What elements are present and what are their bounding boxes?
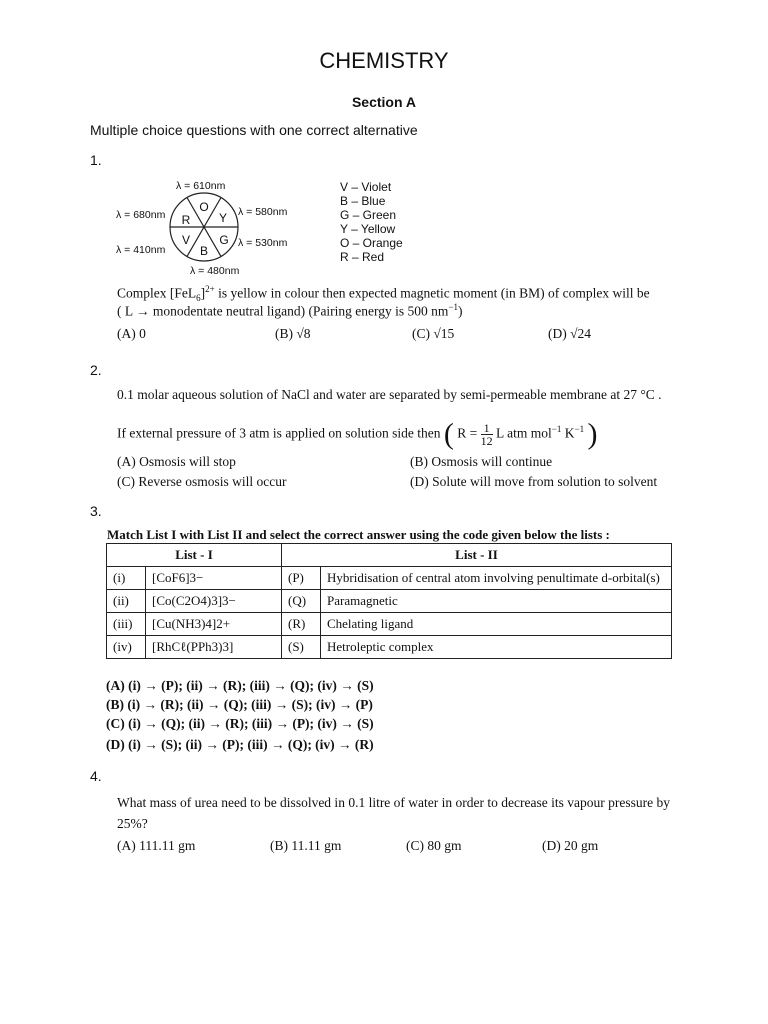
list2-item: Chelating ligand xyxy=(320,613,671,636)
q2-option-a[interactable]: (A) Osmosis will stop xyxy=(117,454,236,469)
wheel-label-right-bottom: λ = 530nm xyxy=(238,237,288,249)
question-1-text: Complex $[FeL_6]^{2+}$ is yellow in colour then expected magnetic moment (in BM) of complex will be xyxy=(117,284,650,304)
formula-sup2: −1 xyxy=(574,424,585,434)
q1-text-b: is yellow in colour then expected magnetic moment (in BM) of complex will be xyxy=(214,285,650,301)
question-2-number: 2. xyxy=(90,362,102,378)
list-2-header: List - II xyxy=(281,544,671,567)
list1-item: [CoF6]3− xyxy=(146,567,282,590)
question-2-line2 xyxy=(117,409,597,449)
list2-item: Paramagnetic xyxy=(320,590,671,613)
q2-option-c[interactable]: (C) Reverse osmosis will occur xyxy=(117,474,287,489)
section-heading: Section A xyxy=(351,94,417,110)
wheel-segment-o: O xyxy=(199,200,209,214)
wheel-segment-y: Y xyxy=(218,211,228,225)
list-1-header: List - I xyxy=(107,544,282,567)
q2-line2-text: If external pressure of 3 atm is applied on solution side then xyxy=(117,425,441,441)
q3-option-b[interactable]: (B) (i) → (R); (ii) → (Q); (iii) → (S); (iv) → (P) xyxy=(106,697,373,712)
q3-option-c[interactable]: (C) (i) → (Q); (ii) → (R); (iii) → (P); (iv) → (S) xyxy=(106,716,374,731)
q4-option-d[interactable]: (D) 20 gm xyxy=(542,838,599,853)
list1-item: [Co(C2O4)3]3− xyxy=(146,590,282,613)
q1-text-line2-sup: −1 xyxy=(448,302,459,312)
wheel-segment-b: B xyxy=(199,244,209,258)
list1-item: [RhCℓ(PPh3)3] xyxy=(146,636,282,659)
page-title: CHEMISTRY xyxy=(319,48,449,73)
question-3-number: 3. xyxy=(90,503,102,519)
formula-denominator: 12 xyxy=(480,433,493,448)
q1-text-a: Complex [FeL xyxy=(117,285,197,301)
wheel-label-bottom: λ = 480nm xyxy=(190,265,240,276)
list2-letter: (Q) xyxy=(281,590,320,613)
q2-option-d[interactable]: (D) Solute will move from solution to solvent xyxy=(410,474,658,489)
q2-option-b[interactable]: (B) Osmosis will continue xyxy=(410,454,553,469)
color-wheel-diagram xyxy=(110,176,310,276)
formula-sup1: −1 xyxy=(551,424,562,434)
table-row xyxy=(107,567,672,590)
q1-option-b[interactable]: (B) √8 xyxy=(275,326,311,341)
q1-text-sub: 6 xyxy=(196,293,201,304)
question-1-text-line2 xyxy=(117,302,463,320)
list2-letter: (R) xyxy=(281,613,320,636)
formula-numerator: 1 xyxy=(481,422,493,435)
list2-item: Hetroleptic complex xyxy=(320,636,671,659)
table-row xyxy=(107,590,672,613)
question-4-line2: 25%? xyxy=(117,816,148,831)
list1-number: (iii) xyxy=(107,613,146,636)
q1-text-sup: 2+ xyxy=(205,284,215,294)
legend-item: O – Orange xyxy=(340,236,403,250)
formula-r: R = xyxy=(457,425,478,441)
formula-k: K xyxy=(561,425,575,441)
match-table xyxy=(106,543,672,659)
q4-option-b[interactable]: (B) 11.11 gm xyxy=(270,838,342,853)
list1-number: (iv) xyxy=(107,636,146,659)
formula-fraction xyxy=(481,422,493,447)
question-4-line1: What mass of urea need to be dissolved in 0.1 litre of water in order to decrease its vapour pressure by xyxy=(117,795,670,810)
legend-item: V – Violet xyxy=(340,180,392,194)
intro-text: Multiple choice questions with one correct alternative xyxy=(90,122,418,138)
wheel-label-right-top: λ = 580nm xyxy=(238,206,288,218)
q1-text-line2-end: ) xyxy=(458,303,463,319)
table-row xyxy=(107,613,672,636)
question-2-line1: 0.1 molar aqueous solution of NaCl and water are separated by semi-permeable membrane at 27 °C . xyxy=(117,387,662,402)
wheel-segment-v: V xyxy=(181,233,191,247)
list2-item: Hybridisation of central atom involving penultimate d-orbital(s) xyxy=(320,567,671,590)
wheel-segment-r: R xyxy=(181,213,191,227)
table-row xyxy=(107,636,672,659)
q1-option-c[interactable]: (C) √15 xyxy=(412,326,455,341)
formula-units: L atm mol xyxy=(496,425,552,441)
q4-option-a[interactable]: (A) 111.11 gm xyxy=(117,838,196,853)
wheel-label-left-top: λ = 680nm xyxy=(116,209,166,221)
legend-item: G – Green xyxy=(340,208,397,222)
legend-item: B – Blue xyxy=(340,194,386,208)
wheel-segment-g: G xyxy=(219,233,229,247)
question-3-instruction: Match List I with List II and select the correct answer using the code given below the lists : xyxy=(107,527,610,542)
question-4-number: 4. xyxy=(90,768,102,784)
color-legend xyxy=(340,180,403,264)
list1-number: (i) xyxy=(107,567,146,590)
q3-option-d[interactable]: (D) (i) → (S); (ii) → (P); (iii) → (Q); (iv) → (R) xyxy=(106,737,374,752)
q4-option-c[interactable]: (C) 80 gm xyxy=(406,838,462,853)
list1-number: (ii) xyxy=(107,590,146,613)
legend-item: R – Red xyxy=(340,250,385,264)
formula-paren-right: ) xyxy=(587,417,598,451)
q1-option-d[interactable]: (D) √24 xyxy=(548,326,592,341)
wheel-label-left-bottom: λ = 410nm xyxy=(116,244,166,256)
formula-paren-left: ( xyxy=(443,417,454,451)
question-1-number: 1. xyxy=(90,152,102,168)
wheel-label-top: λ = 610nm xyxy=(176,180,226,192)
legend-item: Y – Yellow xyxy=(340,222,396,236)
q1-text-line2: ( L → monodentate neutral ligand) (Pairing energy is 500 nm xyxy=(117,303,449,319)
list1-item: [Cu(NH3)4]2+ xyxy=(146,613,282,636)
list2-letter: (S) xyxy=(281,636,320,659)
q1-option-a[interactable]: (A) 0 xyxy=(117,326,146,341)
q3-option-a[interactable]: (A) (i) → (P); (ii) → (R); (iii) → (Q); (iv) → (S) xyxy=(106,678,374,693)
list2-letter: (P) xyxy=(281,567,320,590)
